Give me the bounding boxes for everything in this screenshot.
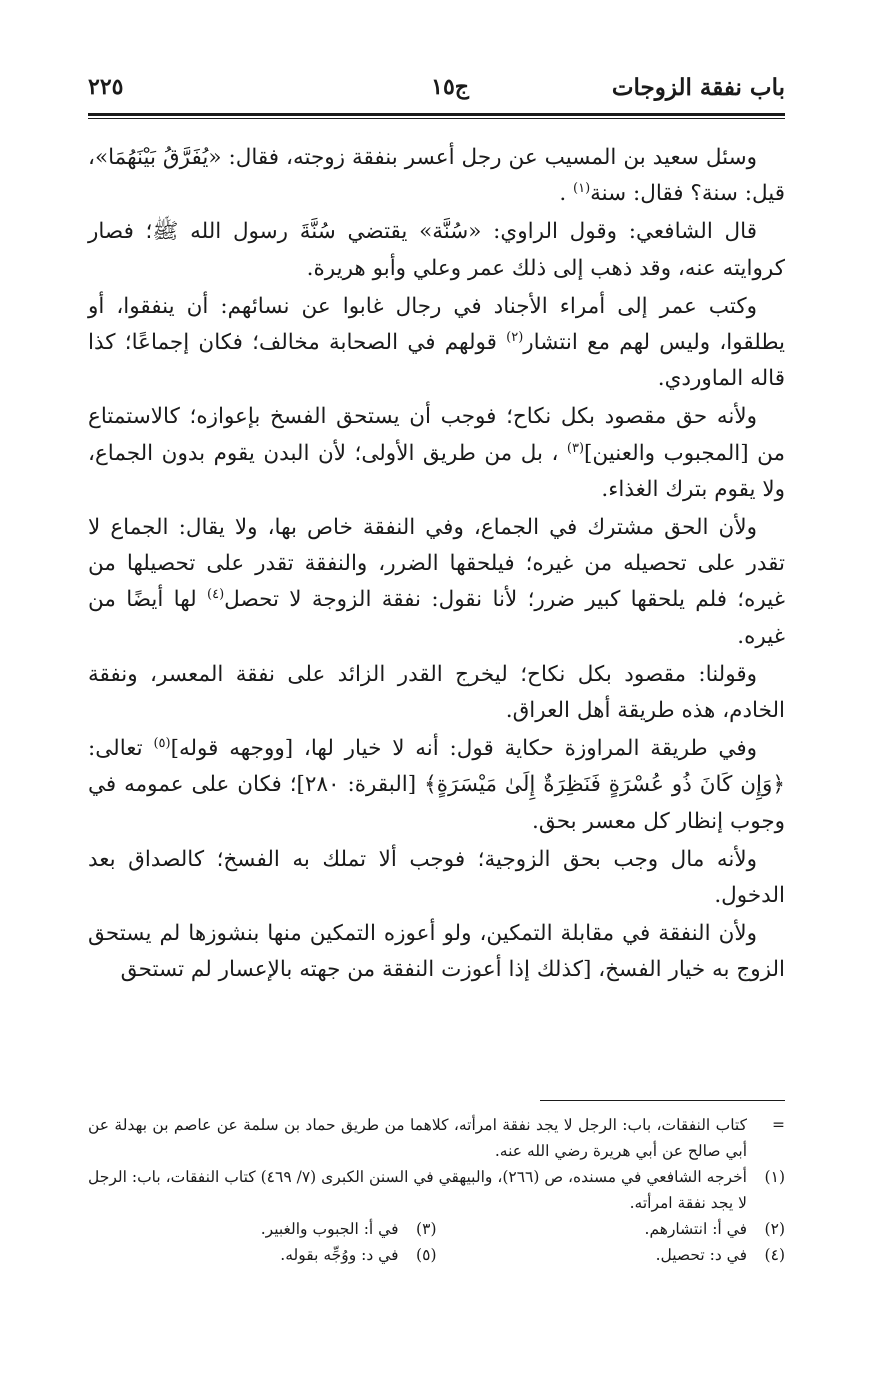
footnotes — [88, 1112, 785, 1268]
paragraph: ولأنه حق مقصود بكل نكاح؛ فوجب أن يستحق الفسخ بإعوازه؛ كالاستمتاع من [المجبوب والعنين]$^{(٣)}$ ، بل من طريق الأولى؛ لأن البدن يقوم بدون الجماع، ولا يقوم بترك الغذاء. — [88, 404, 785, 502]
footnote-text: كتاب النفقات، باب: الرجل لا يجد نفقة امرأته، كلاهما من طريق حماد بن سلمة عن عاصم بن بهدلة عن أبي صالح عن أبي هريرة رضي الله عنه. — [88, 1116, 747, 1160]
footnote-row — [88, 1216, 785, 1242]
footnote-row — [88, 1242, 785, 1268]
header-rule-thin — [88, 118, 785, 119]
footnote-mark: (٥) — [416, 1246, 437, 1264]
note-ref: (٥) — [153, 736, 171, 752]
footnote-mark: (٤) — [764, 1246, 785, 1264]
running-header — [88, 70, 785, 110]
footnote-4 — [437, 1242, 786, 1268]
chapter-title: باب نفقة الزوجات — [611, 74, 785, 101]
page-number: ٢٢٥ — [88, 74, 124, 100]
footnote-2 — [437, 1216, 786, 1242]
footnote-mark: (٢) — [764, 1220, 785, 1238]
paragraph: ولأن الحق مشترك في الجماع، وفي النفقة خاص بها، ولا يقال: الجماع لا تقدر على تحصيله من غيره؛ فيلحقها الضرر، والنفقة تقدر على تحصيلها من غيره؛ فلم يلحقها كبير ضرر؛ لأنا نقول: نفقة الزوجة لا تحصل$^{(٤)}$ لها أيضًا من غيره. — [88, 515, 785, 649]
footnote-text: في د: ووُجِّه بقوله. — [280, 1246, 399, 1264]
footnote-text: أخرجه الشافعي في مسنده، ص (٢٦٦)، والبيهقي في السنن الكبرى (٧/ ٤٦٩) كتاب النفقات، باب: الرجل لا يجد نفقة امرأته. — [88, 1168, 747, 1212]
paragraph: وسئل سعيد بن المسيب عن رجل أعسر بنفقة زوجته، فقال: «يُفَرَّقُ بَيْنَهُمَا»، قيل: سنة؟ فقال: سنة$^{(١)}$ . — [88, 145, 785, 207]
footnote-text: في د: تحصيل. — [655, 1246, 747, 1264]
note-ref: (١) — [573, 181, 591, 197]
footnote-3 — [88, 1216, 437, 1242]
footnote-mark: (١) — [764, 1168, 785, 1186]
footnote-text: في أ: انتشارهم. — [644, 1220, 747, 1238]
note-ref: (٤) — [207, 587, 225, 603]
quran-verse: ﴿وَإِن كَانَ ذُو عُسْرَةٍ فَنَظِرَةٌ إِلَىٰ مَيْسَرَةٍ﴾ — [424, 772, 785, 798]
paragraph: ولأنه مال وجب بحق الزوجية؛ فوجب ألا تملك به الفسخ؛ كالصداق بعد الدخول. — [88, 846, 785, 909]
note-ref: (٣) — [566, 440, 585, 456]
footnote-continued — [88, 1112, 785, 1164]
footnote-separator — [540, 1100, 785, 1101]
footnote-mark: (٣) — [416, 1220, 437, 1238]
footnote-1 — [88, 1164, 785, 1216]
paragraph: وقولنا: مقصود بكل نكاح؛ ليخرج القدر الزائد على نفقة المعسر، ونفقة الخادم، هذه طريقة أهل العراق. — [88, 661, 785, 724]
paragraph: وكتب عمر إلى أمراء الأجناد في رجال غابوا عن نسائهم: أن ينفقوا، أو يطلقوا، وليس لهم مع انتشار$^{(٢)}$ قولهم في الصحابة مخالف؛ فكان إجماعًا؛ كذا قاله الماوردي. — [88, 293, 785, 392]
paragraph: وفي طريقة المراوزة حكاية قول: أنه لا خيار لها، [ووجهه قوله]$^{(٥)}$ تعالى: ﴿وَإِن كَانَ ذُو عُسْرَةٍ فَنَظِرَةٌ إِلَىٰ مَيْسَرَةٍ﴾ [البقرة: ٢٨٠]؛ فكان على عمومه في وجوب إنظار كل معسر بحق. — [88, 736, 785, 834]
footnote-5 — [88, 1242, 437, 1268]
paragraph: ولأن النفقة في مقابلة التمكين، ولو أعوزه التمكين منها بنشوزها لم يستحق الزوج به خيار الفسخ، [كذلك إذا أعوزت النفقة من جهته بالإعسار لم تستحق — [88, 921, 785, 983]
volume-number: ج١٥ — [431, 74, 469, 100]
main-text — [88, 140, 785, 991]
footnote-text: في أ: الجبوب والغبير. — [260, 1220, 399, 1238]
header-rule-thick — [88, 113, 785, 116]
note-ref: (٢) — [506, 329, 524, 345]
footnote-mark: = — [772, 1116, 785, 1134]
paragraph: قال الشافعي: وقول الراوي: «سُنَّة» يقتضي سُنَّةَ رسول الله ﷺ؛ فصار كروايته عنه، وقد ذهب إلى ذلك عمر وعلي وأبو هريرة. — [88, 219, 785, 281]
